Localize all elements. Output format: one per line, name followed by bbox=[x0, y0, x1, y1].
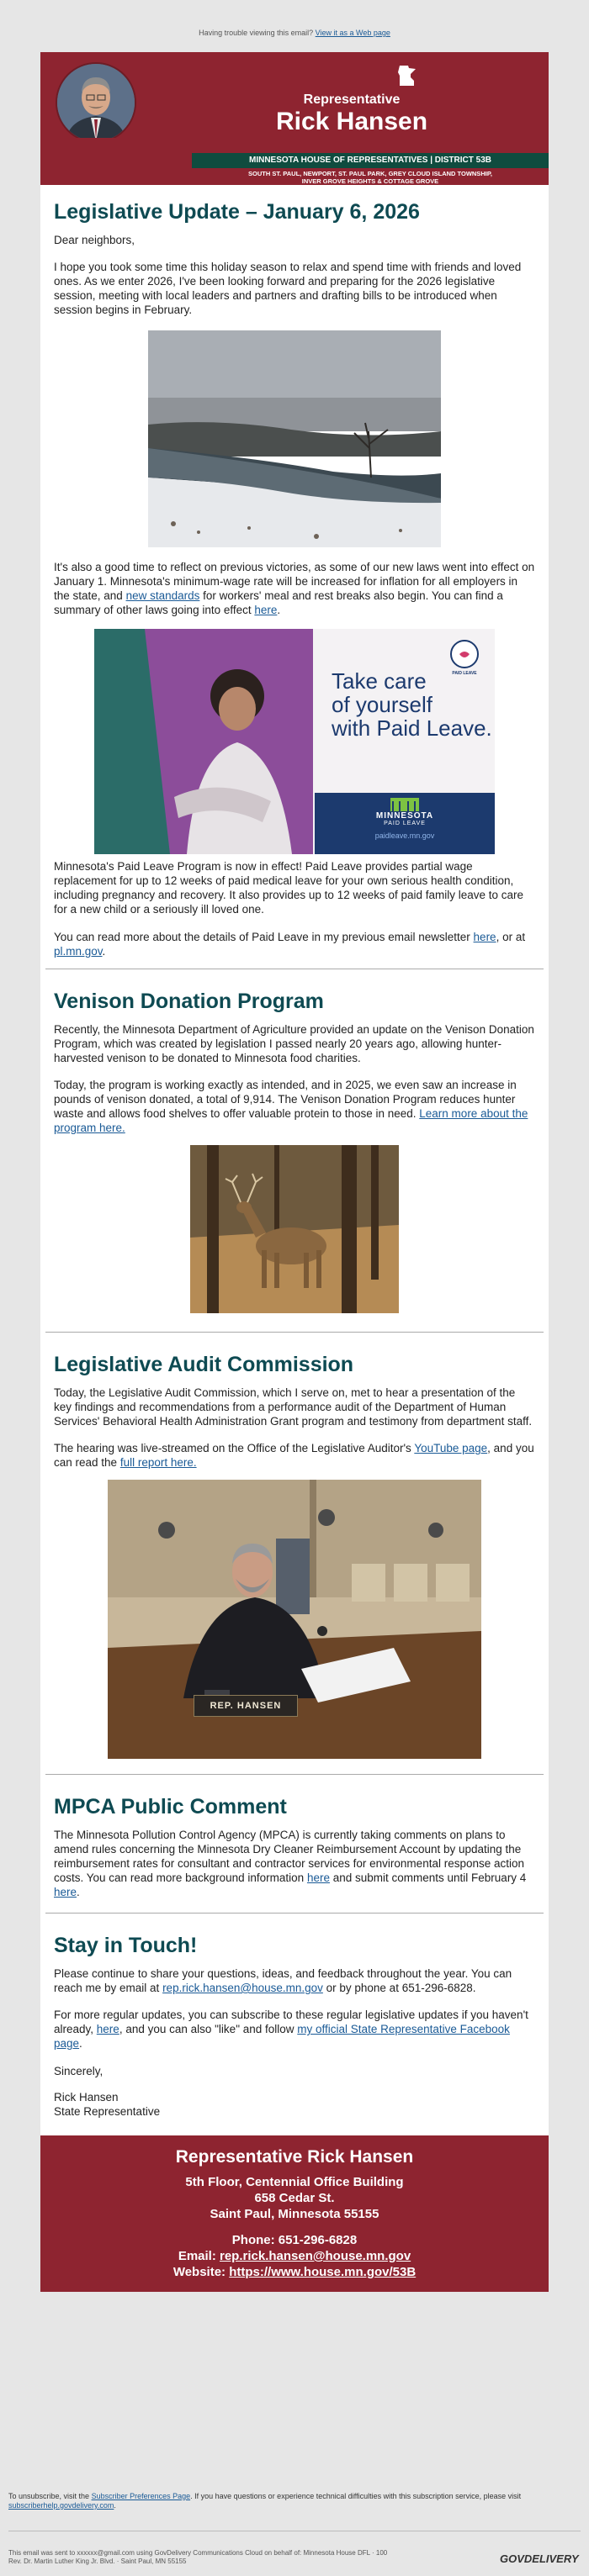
laws-summary-link[interactable]: here bbox=[254, 604, 278, 616]
paragraph-new-laws: It's also a good time to reflect on previous victories, as some of our new laws went into effect on January 1. Minnesota's minimum-wage rate will be increased for inflation for all employers in the state, and new standards for workers' meal and rest breaks also begin. You can find a summary of other laws going into effect here. bbox=[54, 561, 535, 616]
paragraph-venison-1: Recently, the Minnesota Department of Agriculture provided an update on the Venison Donation Program, which was created by legislation I passed nearly 20 years ago, allowing hunter-harvested venison to be donated to Minnesota food charities. bbox=[54, 1023, 534, 1064]
section-heading-audit: Legislative Audit Commission bbox=[54, 1353, 354, 1376]
section-heading-venison: Venison Donation Program bbox=[54, 990, 324, 1013]
ad-brand-panel bbox=[315, 793, 495, 854]
footer-email-link[interactable]: rep.rick.hansen@house.mn.gov bbox=[220, 2249, 411, 2263]
minnesota-state-icon bbox=[398, 66, 417, 86]
footer-address-3: Saint Paul, Minnesota 55155 bbox=[210, 2207, 379, 2221]
rep-nameplate: REP. HANSEN bbox=[194, 1695, 298, 1717]
header-lower bbox=[40, 138, 549, 185]
venison-program-link[interactable]: Learn more about the program here. bbox=[54, 1107, 528, 1134]
signature-title: State Representative bbox=[54, 2105, 161, 2118]
cities-line-2: INVER GROVE HEIGHTS & COTTAGE GROVE bbox=[301, 177, 439, 185]
paragraph-paid-leave: Minnesota's Paid Leave Program is now in effect! Paid Leave provides partial wage replacement for up to 12 weeks of paid medical leave for your own serious health condition, including pregnancy and recovery. It also provides up to 12 weeks of paid family leave to care for a new child or a seriously ill loved one. bbox=[54, 860, 524, 916]
district-cities bbox=[192, 170, 549, 185]
mpca-background-link[interactable]: here bbox=[306, 1871, 330, 1884]
closing: Sincerely, bbox=[54, 2065, 103, 2077]
full-report-link[interactable]: full report here. bbox=[119, 1456, 197, 1469]
web-view-link[interactable]: View it as a Web page bbox=[315, 29, 390, 37]
facebook-link[interactable]: my official State Representative Facebook page bbox=[54, 2023, 510, 2050]
unsubscribe-notice: To unsubscribe, visit the Subscriber Preferences Page. If you have questions or experience technical difficulties with this subscription service, please visit subscriberhelp.govdelivery.com. bbox=[8, 2492, 522, 2510]
ad-brand: MINNESOTA bbox=[375, 811, 434, 821]
contact-footer bbox=[40, 2135, 549, 2292]
pl-mn-gov-link[interactable]: pl.mn.gov bbox=[54, 945, 103, 958]
footer-website-row: Website: https://www.house.mn.gov/53B bbox=[172, 2265, 417, 2279]
paragraph-audit-1: Today, the Legislative Audit Commission, which I serve on, met to hear a presentation of the key findings and recommendations from a performance audit of the Department of Human Services' Behavioral Health Administration Grant program and testimony from department staff. bbox=[54, 1386, 533, 1428]
email-link[interactable]: rep.rick.hansen@house.mn.gov bbox=[162, 1982, 323, 1994]
newsletter-header bbox=[40, 52, 549, 150]
govdelivery-logo: GOVDELIVERY bbox=[500, 2552, 579, 2565]
section-heading-stay-in-touch: Stay in Touch! bbox=[54, 1934, 198, 1957]
footer-title: Representative Rick Hansen bbox=[175, 2147, 414, 2167]
sent-notice: This email was sent to xxxxxx@gmail.com using GovDelivery Communications Cloud on behalf of: Minnesota House DFL · 100 Rev. Dr. Martin Luther King Jr. Blvd. · Saint Paul, MN 55155 bbox=[8, 2549, 388, 2565]
district-ribbon: MINNESOTA HOUSE OF REPRESENTATIVES | DISTRICT 53B bbox=[192, 153, 549, 168]
mpca-comment-link[interactable]: here bbox=[54, 1886, 77, 1898]
paragraph-subscribe: For more regular updates, you can subscribe to these regular legislative updates if you haven't already, here, and you can also "like" and follow my official State Representative Facebook page. bbox=[54, 2009, 528, 2050]
deer-image bbox=[190, 1145, 399, 1313]
ad-brand-sub: PAID LEAVE bbox=[384, 821, 426, 826]
paragraph-audit-2: The hearing was live-streamed on the Office of the Legislative Auditor's YouTube page, and you can read the full report here. bbox=[54, 1442, 534, 1469]
paragraph-holiday: I hope you took some time this holiday season to relax and spend time with friends and loved ones. As we enter 2026, I've been looking forward and preparing for the 2026 legislative session, meeting with local leaders and partners and drafting bills to be introduced when session begins in February. bbox=[54, 261, 522, 316]
representative-photo bbox=[56, 62, 136, 143]
web-view-note bbox=[0, 29, 589, 37]
footer-website-link[interactable]: https://www.house.mn.gov/53B bbox=[229, 2265, 417, 2279]
subscriber-preferences-link[interactable]: Subscriber Preferences Page bbox=[91, 2492, 191, 2500]
ad-url: paidleave.mn.gov bbox=[374, 831, 435, 840]
greeting: Dear neighbors, bbox=[54, 234, 135, 246]
ad-line-2: of yourself bbox=[332, 692, 432, 717]
footer-phone: Phone: 651-296-6828 bbox=[231, 2233, 358, 2247]
footer-address-1: 5th Floor, Centennial Office Building bbox=[185, 2175, 404, 2189]
section-heading-mpca: MPCA Public Comment bbox=[54, 1795, 287, 1819]
subscribe-link[interactable]: here bbox=[96, 2023, 119, 2035]
ad-line-3: with Paid Leave. bbox=[332, 715, 492, 741]
footer-address-2: 658 Cedar St. bbox=[254, 2191, 335, 2205]
paid-leave-ad bbox=[94, 629, 495, 854]
header-title-small: Representative bbox=[303, 92, 401, 107]
mn-logo-icon bbox=[390, 798, 419, 811]
ad-line-1: Take care bbox=[332, 668, 427, 694]
paragraph-mpca: The Minnesota Pollution Control Agency (MPCA) is currently taking comments on plans to amend rules concerning the Minnesota Dry Cleaner Reimbursement Account by updating the reimbursement rates for consultant and contractor services for environmental response action costs. You can read more background information here and submit comments until February 4 here. bbox=[54, 1829, 527, 1898]
hearing-photo bbox=[108, 1480, 481, 1759]
paragraph-venison-2: Today, the program is working exactly as intended, and in 2025, we even saw an increase in pounds of venison donated, a total of 9,914. The Venison Donation Program reduces hunter waste and allows food shelves to offer valuable protein to those in need. Learn more about the program here. bbox=[54, 1079, 528, 1134]
ad-badge: PAID LEAVE bbox=[452, 671, 477, 676]
youtube-page-link[interactable]: YouTube page bbox=[414, 1442, 488, 1454]
newsletter-here-link[interactable]: here bbox=[473, 931, 496, 943]
footer-email-row: Email: rep.rick.hansen@house.mn.gov bbox=[178, 2249, 411, 2263]
subscriber-help-link[interactable]: subscriberhelp.govdelivery.com bbox=[8, 2501, 114, 2510]
section-heading-legislative-update: Legislative Update – January 6, 2026 bbox=[54, 200, 420, 224]
signature-name: Rick Hansen bbox=[54, 2091, 119, 2104]
header-title-large: Rick Hansen bbox=[275, 108, 428, 135]
paragraph-paid-leave-links: You can read more about the details of Paid Leave in my previous email newsletter here, or at pl.mn.gov. bbox=[54, 931, 526, 958]
new-standards-link[interactable]: new standards bbox=[125, 589, 200, 602]
cities-line-1: SOUTH ST. PAUL, NEWPORT, ST. PAUL PARK, GREY CLOUD ISLAND TOWNSHIP, bbox=[248, 170, 492, 177]
paragraph-contact: Please continue to share your questions, ideas, and feedback throughout the year. You can reach me by email at rep.rick.hansen@house.mn.gov or by phone at 651-296-6828. bbox=[54, 1967, 512, 1994]
river-winter-image bbox=[148, 330, 441, 547]
email-body bbox=[40, 52, 549, 2292]
web-view-text: Having trouble viewing this email? bbox=[199, 29, 314, 37]
